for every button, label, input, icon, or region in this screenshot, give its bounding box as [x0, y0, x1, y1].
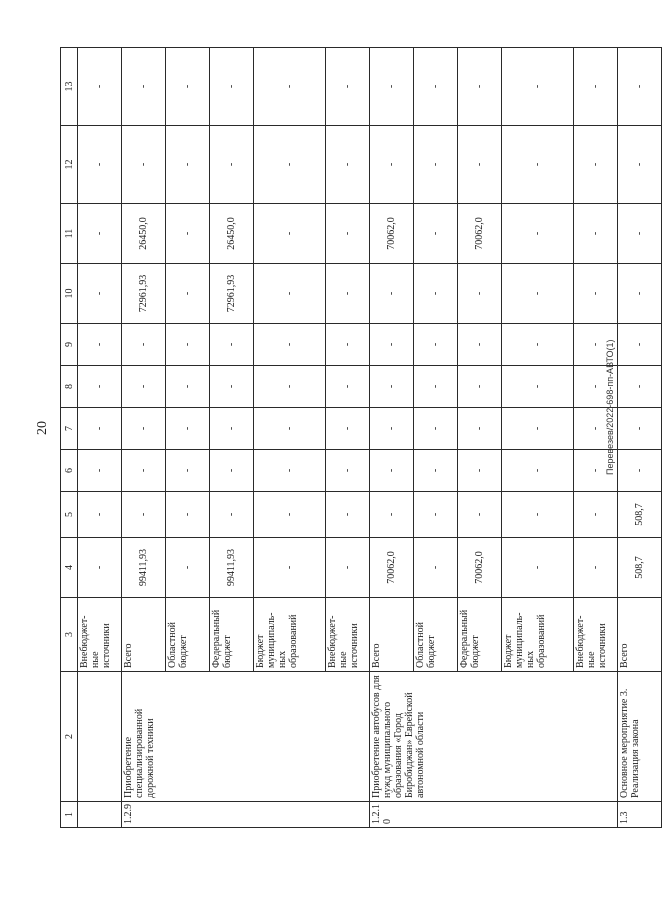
amount-cell: - — [502, 126, 574, 204]
amount-cell: - — [502, 324, 574, 366]
amount-cell: - — [414, 48, 458, 126]
document-footer: Перевезев/2022-698-пп-АВТО(1) — [605, 339, 615, 475]
amount-cell: - — [254, 324, 326, 366]
column-number: 7 — [61, 408, 78, 450]
amount-cell: - — [574, 538, 618, 598]
funding-source: Внебюджет- ные источники — [574, 598, 618, 672]
amount-cell: - — [414, 408, 458, 450]
amount-cell: - — [78, 48, 122, 126]
amount-cell: - — [574, 264, 618, 324]
column-number: 1 — [61, 802, 78, 828]
funding-source: Внебюджет- ные источники — [78, 598, 122, 672]
amount-cell: - — [370, 492, 414, 538]
amount-cell: - — [370, 450, 414, 492]
amount-cell: 70062,0 — [370, 204, 414, 264]
amount-cell: - — [458, 366, 502, 408]
amount-cell: - — [618, 264, 662, 324]
amount-cell: - — [166, 324, 210, 366]
amount-cell: - — [210, 48, 254, 126]
amount-cell: - — [574, 366, 618, 408]
amount-cell: - — [574, 492, 618, 538]
amount-cell: - — [254, 264, 326, 324]
amount-cell: - — [502, 538, 574, 598]
amount-cell: - — [78, 366, 122, 408]
funding-source: Внебюджет- ные источники — [326, 598, 370, 672]
amount-cell: - — [370, 48, 414, 126]
amount-cell: 508,7 — [618, 492, 662, 538]
column-number: 8 — [61, 366, 78, 408]
row-code: 1.2.1 0 — [370, 802, 618, 828]
amount-cell: - — [122, 366, 166, 408]
funding-source: Федеральный бюджет — [458, 598, 502, 672]
amount-cell: - — [78, 408, 122, 450]
amount-cell: - — [370, 366, 414, 408]
amount-cell: 72961,93 — [122, 264, 166, 324]
amount-cell: 26450,0 — [210, 204, 254, 264]
column-number: 5 — [61, 492, 78, 538]
amount-cell: - — [502, 408, 574, 450]
amount-cell: - — [210, 366, 254, 408]
column-number: 13 — [61, 48, 78, 126]
amount-cell: - — [122, 126, 166, 204]
amount-cell: - — [166, 450, 210, 492]
amount-cell: - — [78, 324, 122, 366]
amount-cell: - — [370, 126, 414, 204]
amount-cell: - — [414, 264, 458, 324]
page-number: 20 — [35, 421, 50, 435]
amount-cell: 70062,0 — [458, 538, 502, 598]
amount-cell: - — [414, 492, 458, 538]
amount-cell: - — [574, 450, 618, 492]
amount-cell: - — [166, 264, 210, 324]
amount-cell: - — [618, 48, 662, 126]
column-number: 4 — [61, 538, 78, 598]
amount-cell: 26450,0 — [122, 204, 166, 264]
amount-cell: - — [166, 492, 210, 538]
amount-cell: - — [122, 324, 166, 366]
amount-cell: - — [254, 204, 326, 264]
amount-cell: - — [414, 366, 458, 408]
amount-cell: - — [122, 408, 166, 450]
amount-cell: - — [458, 48, 502, 126]
amount-cell: - — [414, 450, 458, 492]
measure-name — [78, 672, 122, 802]
column-number: 10 — [61, 264, 78, 324]
amount-cell: - — [78, 450, 122, 492]
amount-cell: - — [78, 538, 122, 598]
amount-cell: - — [618, 366, 662, 408]
amount-cell: - — [326, 264, 370, 324]
row-code — [78, 802, 122, 828]
amount-cell: - — [326, 126, 370, 204]
measure-name: Приобретение автобусов для нужд муниципального образования «Город Биробиджан» Еврейской автономной области — [370, 672, 618, 802]
funding-source: Всего — [122, 598, 166, 672]
funding-source: Областной бюджет — [414, 598, 458, 672]
amount-cell: - — [458, 324, 502, 366]
amount-cell: - — [166, 538, 210, 598]
amount-cell: - — [574, 408, 618, 450]
amount-cell: - — [370, 408, 414, 450]
amount-cell: - — [254, 450, 326, 492]
amount-cell: - — [370, 324, 414, 366]
amount-cell: - — [122, 48, 166, 126]
row-code: 1.2.9 — [122, 802, 370, 828]
amount-cell: - — [78, 264, 122, 324]
funding-source: Бюджет муниципаль- ных образований — [254, 598, 326, 672]
amount-cell: - — [618, 126, 662, 204]
amount-cell: - — [574, 126, 618, 204]
column-number: 3 — [61, 598, 78, 672]
amount-cell: 99411,93 — [122, 538, 166, 598]
amount-cell: - — [502, 204, 574, 264]
amount-cell: - — [414, 538, 458, 598]
amount-cell: - — [414, 126, 458, 204]
amount-cell: - — [254, 538, 326, 598]
amount-cell: - — [618, 204, 662, 264]
amount-cell: - — [326, 48, 370, 126]
funding-source: Бюджет муниципаль- ных образований — [502, 598, 574, 672]
amount-cell: - — [78, 204, 122, 264]
amount-cell: - — [166, 48, 210, 126]
amount-cell: - — [254, 366, 326, 408]
amount-cell: - — [166, 366, 210, 408]
amount-cell: - — [574, 204, 618, 264]
amount-cell: - — [210, 126, 254, 204]
amount-cell: - — [326, 538, 370, 598]
amount-cell: - — [326, 492, 370, 538]
table-row — [618, 48, 662, 828]
amount-cell: - — [78, 126, 122, 204]
table-row — [78, 48, 122, 828]
amount-cell: - — [210, 492, 254, 538]
column-number: 6 — [61, 450, 78, 492]
amount-cell: - — [370, 264, 414, 324]
column-number-row — [61, 48, 78, 828]
measure-name: Приобретение специализированной дорожной техники — [122, 672, 370, 802]
amount-cell: - — [166, 204, 210, 264]
amount-cell: - — [458, 492, 502, 538]
amount-cell: - — [618, 408, 662, 450]
amount-cell: - — [166, 408, 210, 450]
financing-table — [60, 47, 662, 828]
amount-cell: 70062,0 — [370, 538, 414, 598]
amount-cell: 70062,0 — [458, 204, 502, 264]
amount-cell: - — [210, 324, 254, 366]
amount-cell: - — [414, 204, 458, 264]
column-number: 9 — [61, 324, 78, 366]
amount-cell: - — [78, 492, 122, 538]
funding-source: Всего — [370, 598, 414, 672]
table-row — [370, 48, 414, 828]
amount-cell: - — [210, 408, 254, 450]
amount-cell: - — [326, 408, 370, 450]
amount-cell: - — [254, 492, 326, 538]
amount-cell: - — [502, 450, 574, 492]
amount-cell: - — [458, 264, 502, 324]
amount-cell: - — [458, 408, 502, 450]
amount-cell: - — [122, 492, 166, 538]
column-number: 12 — [61, 126, 78, 204]
amount-cell: - — [502, 264, 574, 324]
row-code: 1.3 — [618, 802, 662, 828]
column-number: 2 — [61, 672, 78, 802]
funding-source: Всего — [618, 598, 662, 672]
amount-cell: - — [574, 48, 618, 126]
amount-cell: - — [254, 48, 326, 126]
amount-cell: - — [458, 450, 502, 492]
amount-cell: - — [326, 204, 370, 264]
amount-cell: - — [618, 324, 662, 366]
measure-name: Основное мероприятие 3. Реализация закона — [618, 672, 662, 802]
funding-source: Областной бюджет — [166, 598, 210, 672]
amount-cell: - — [326, 366, 370, 408]
amount-cell: - — [502, 48, 574, 126]
amount-cell: - — [326, 450, 370, 492]
column-number: 11 — [61, 204, 78, 264]
amount-cell: - — [502, 492, 574, 538]
amount-cell: - — [210, 450, 254, 492]
amount-cell: - — [574, 324, 618, 366]
amount-cell: - — [254, 126, 326, 204]
amount-cell: - — [458, 126, 502, 204]
amount-cell: - — [254, 408, 326, 450]
amount-cell: 99411,93 — [210, 538, 254, 598]
amount-cell: 72961,93 — [210, 264, 254, 324]
amount-cell: 508,7 — [618, 538, 662, 598]
amount-cell: - — [414, 324, 458, 366]
table-row — [122, 48, 166, 828]
amount-cell: - — [122, 450, 166, 492]
amount-cell: - — [502, 366, 574, 408]
amount-cell: - — [166, 126, 210, 204]
amount-cell: - — [326, 324, 370, 366]
amount-cell: - — [618, 450, 662, 492]
funding-source: Федеральный бюджет — [210, 598, 254, 672]
